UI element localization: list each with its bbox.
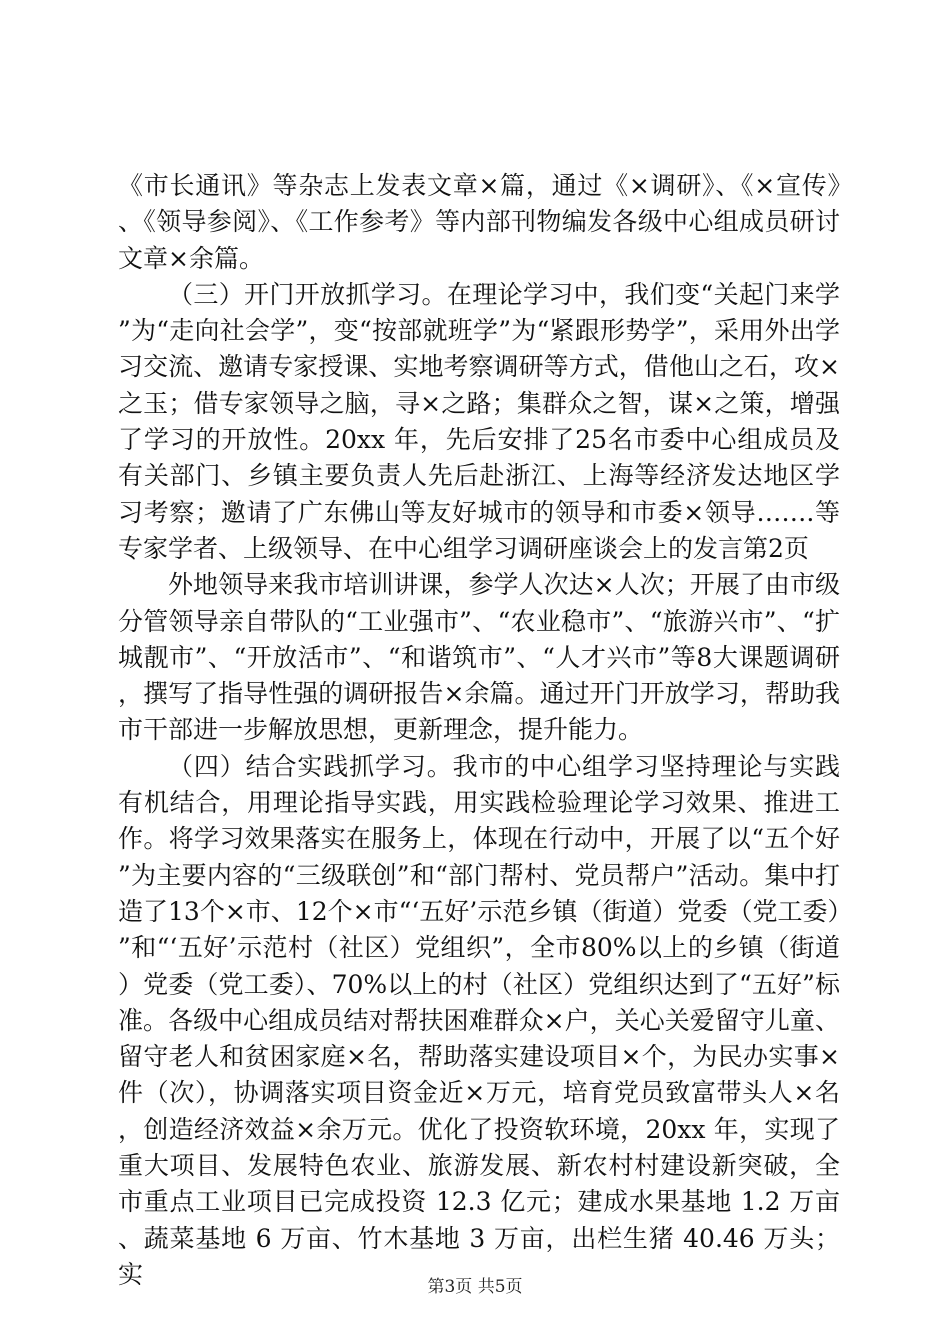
paragraph-practice: （四）结合实践抓学习。我市的中心组学习坚持理论与实践有机结合，用理论指导实践，用实践检验理论学习效果、推进工作。将学习效果落实在服务上，体现在行动中，开展了以“五个好”为主要内容的“三级联创”和“部门帮村、党员帮户”活动。集中打造了13个×市、12个×市“‘五好’示范乡镇（街道）党委（党工委）”和“‘五好’示范村（社区）党组织”，全市80%以上的乡镇（街道）党委（党工委）、70%以上的村（社区）党组织达到了“五好”标准。各级中心组成员结对帮扶困难群众×户，关心关爱留守儿童、留守老人和贫困家庭×名，帮助落实建设项目×个，为民办实事×件（次），协调落实项目资金近×万元，培育党员致富带头人×名，创造经济效益×余万元。优化了投资软环境，20xx 年，实现了重大项目、发展特色农业、旅游发展、新农村村建设新突破，全市重点工业项目已完成投资 12.3 亿元；建成水果基地 1.2 万亩、蔬菜基地 6 万亩、竹木基地 3 万亩，出栏生猪 40.46 万头；实 [118,751,840,1289]
page-number-label: 第3页 共5页 [427,1277,523,1297]
document-body [118,168,840,1293]
page-footer [0,1272,950,1297]
paragraph-open-study: （三）开门开放抓学习。在理论学习中，我们变“关起门来学”为“走向社会学”，变“按部就班学”为“紧跟形势学”，采用外出学习交流、邀请专家授课、实地考察调研等方式，借他山之石，攻×之玉；借专家领导之脑，寻×之路；集群众之智，谋×之策，增强了学习的开放性。20xx 年，先后安排了25名市委中心组成员及有关部门、乡镇主要负责人先后赴浙江、上海等经济发达地区学习考察；邀请了广东佛山等友好城市的领导和市委×领导…….等专家学者、上级领导、在中心组学习调研座谈会上的发言第2页 [118,279,840,563]
paragraph-continuation: 《市长通讯》等杂志上发表文章×篇，通过《×调研》、《×宣传》、《领导参阅》、《工作参考》等内部刊物编发各级中心组成员研讨文章×余篇。 [118,171,840,273]
paragraph-training: 外地领导来我市培训讲课，参学人次达×人次；开展了由市级分管领导亲自带队的“工业强市”、“农业稳市”、“旅游兴市”、“扩城靓市”、“开放活市”、“和谐筑市”、“人才兴市”等8大课题调研，撰写了指导性强的调研报告×余篇。通过开门开放学习，帮助我市干部进一步解放思想，更新理念，提升能力。 [118,570,840,745]
